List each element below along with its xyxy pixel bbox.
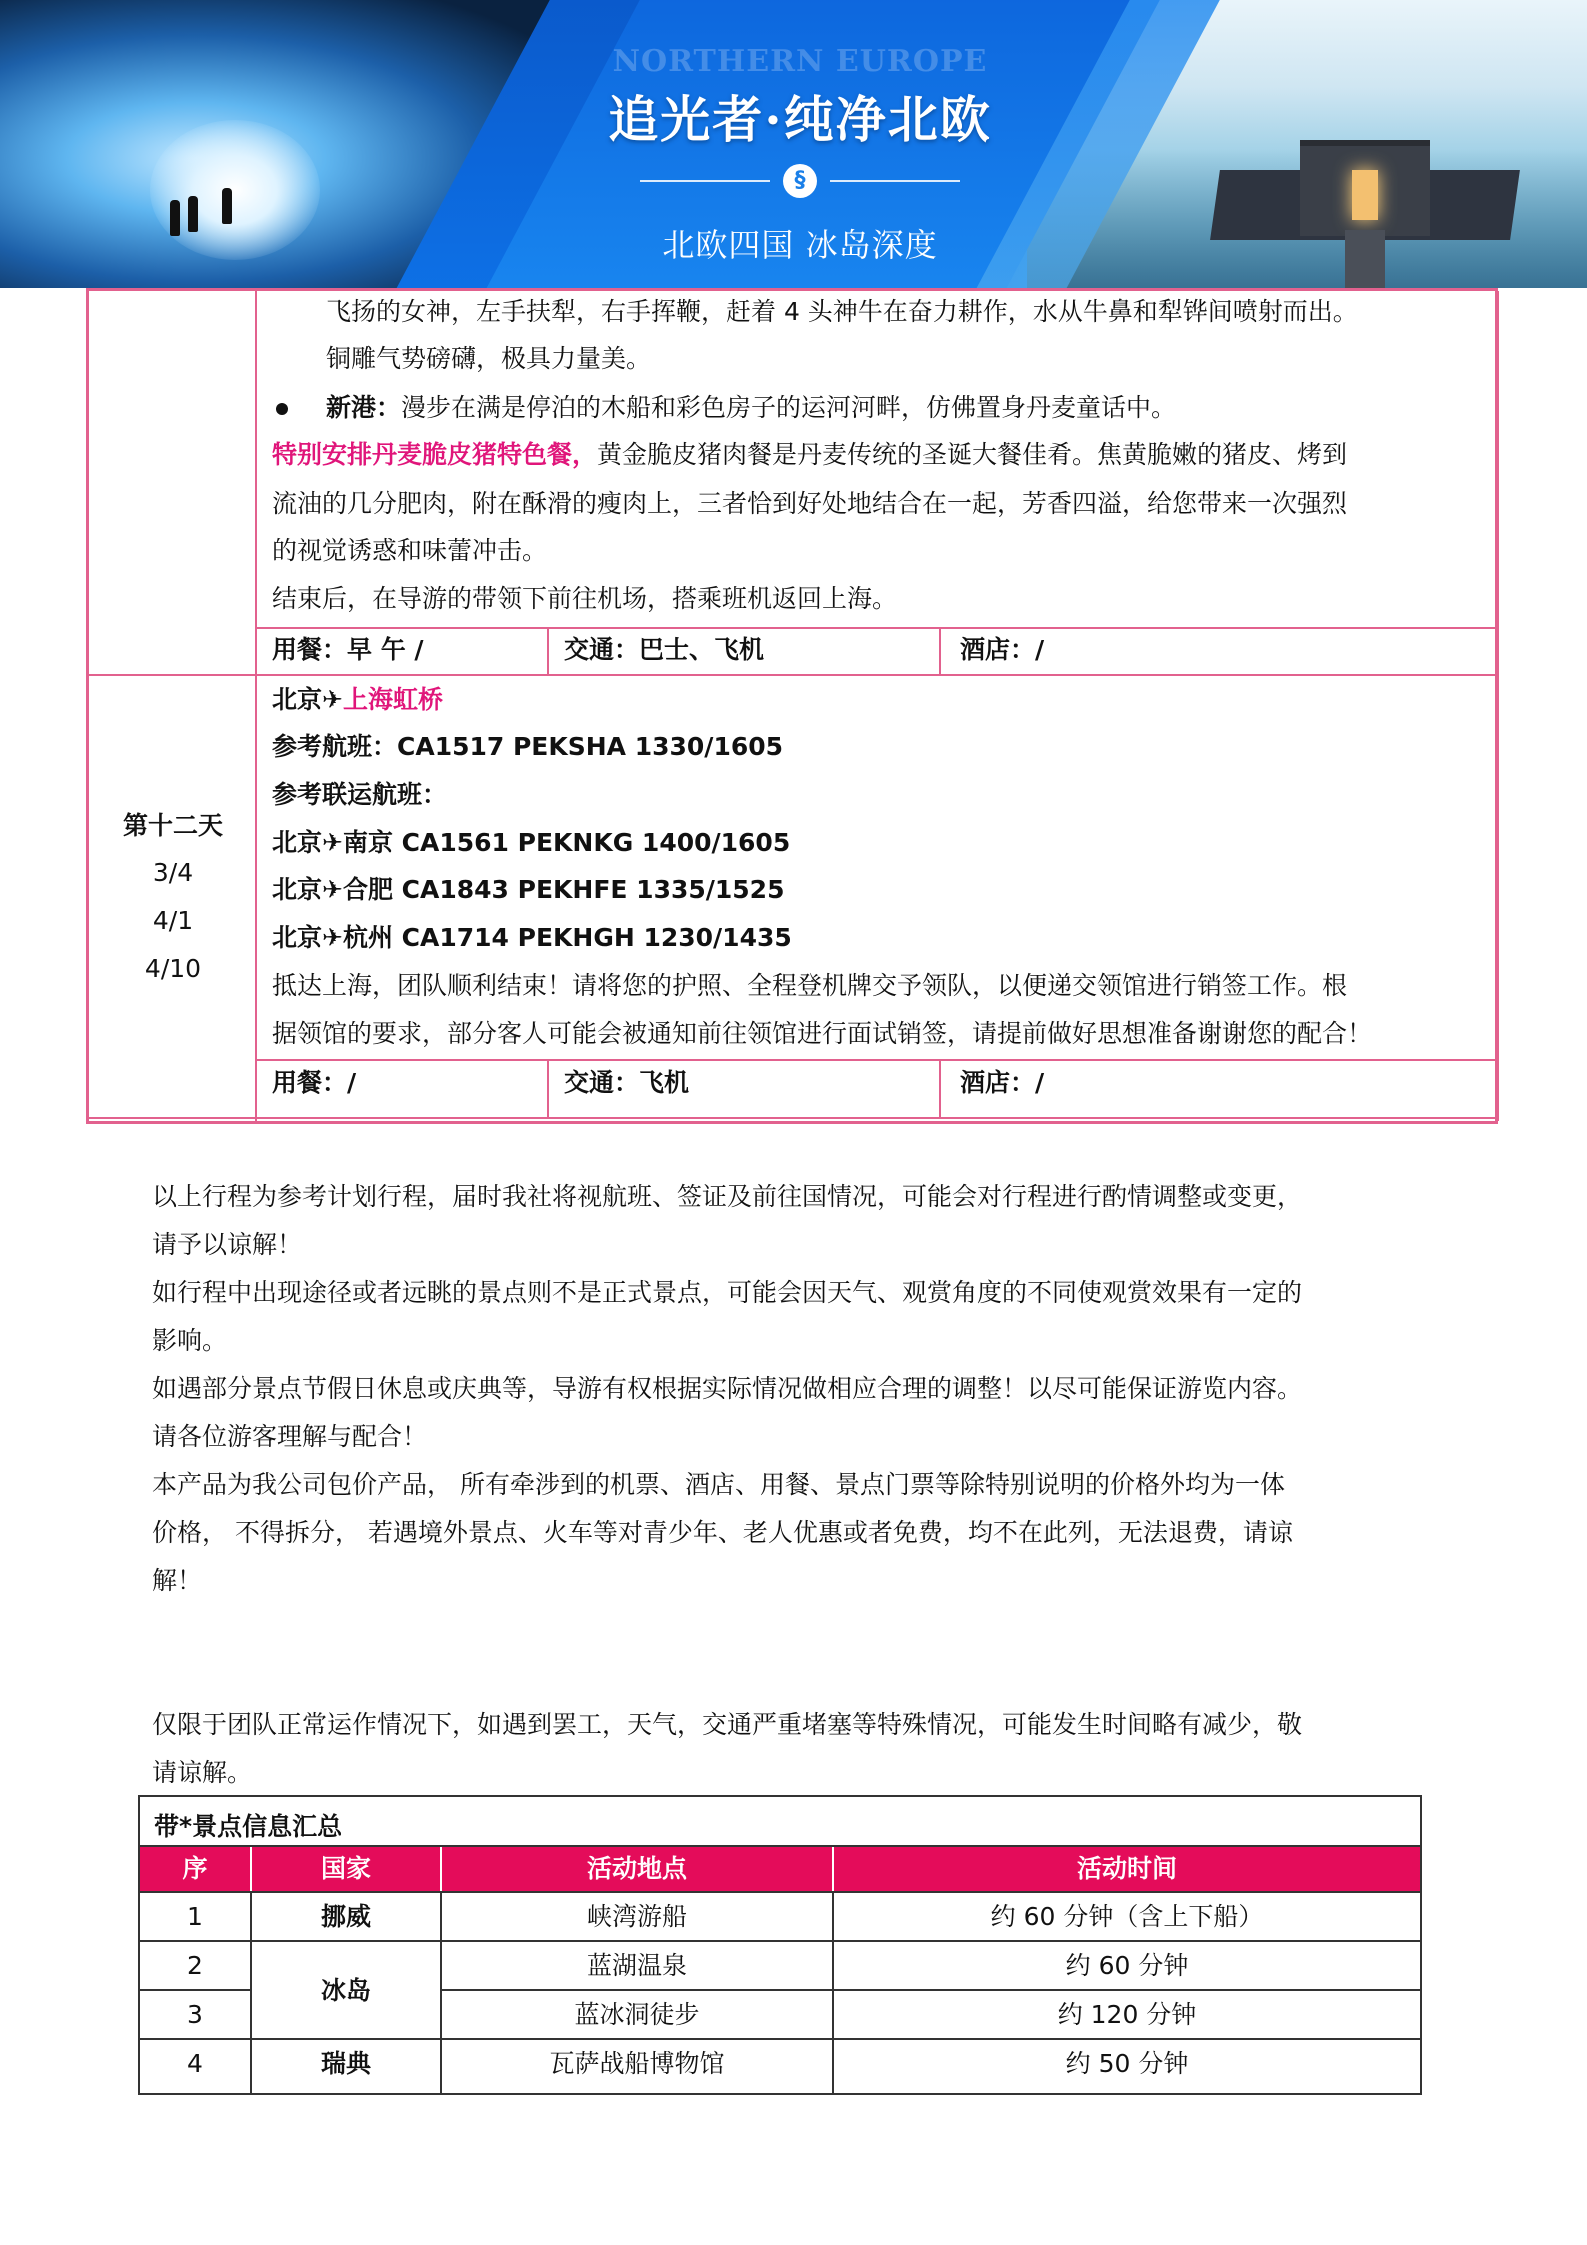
meals-info: 用餐：早 午 /	[272, 635, 424, 664]
banner-title: 追光者·纯净北欧	[608, 90, 992, 149]
table-cell-no: 4	[187, 2049, 203, 2078]
col-divider	[1497, 291, 1499, 1121]
header-place: 活动地点	[586, 1854, 687, 1883]
table-cell-country: 挪威	[320, 1902, 371, 1931]
connect-flight: 北京✈杭州 CA1714 PEKHGH 1230/1435	[272, 923, 792, 952]
day-date: 4/1	[152, 906, 194, 935]
logo-divider-right	[830, 180, 960, 182]
col-divider	[939, 1059, 941, 1117]
banner-title-en: NORTHERN EUROPE	[612, 44, 988, 79]
note-line: 以上行程为参考计划行程，届时我社将视航班、签证及前往国情况，可能会对行程进行酌情调整或变更，	[152, 1182, 1303, 1211]
hiker-figure	[188, 196, 198, 232]
note-line: 请各位游客理解与配合！	[152, 1422, 428, 1451]
table-cell-no: 1	[187, 1902, 203, 1931]
bullet-label: 新港：	[326, 393, 402, 422]
col-divider	[939, 627, 941, 674]
attraction-summary-table	[138, 1795, 1422, 2095]
note-line: 解！	[152, 1566, 203, 1595]
itinerary-special	[272, 440, 1347, 470]
route-from: 北京✈	[272, 685, 343, 714]
lagoon-hut-light	[1352, 170, 1378, 220]
route-to: 上海虹桥	[342, 685, 443, 714]
note-line: 请予以谅解！	[152, 1230, 303, 1259]
special-highlight: 特别安排丹麦脆皮猪特色餐，	[272, 440, 598, 469]
col-divider	[547, 627, 549, 674]
itinerary-text: 结束后，在导游的带领下前往机场，搭乘班机返回上海。	[272, 584, 898, 613]
note-line: 价格， 不得拆分， 若遇境外景点、火车等对青少年、老人优惠或者免费，均不在此列，无法退费，请谅	[152, 1518, 1293, 1547]
day-date: 3/4	[152, 858, 194, 887]
hiker-figure	[222, 188, 232, 224]
logo-divider-left	[640, 180, 770, 182]
itinerary-text: 铜雕气势磅礴，极具力量美。	[326, 344, 652, 373]
transport-info: 交通：飞机	[564, 1068, 690, 1097]
note-line: 请谅解。	[152, 1758, 253, 1787]
table-cell-time: 约 50 分钟	[1065, 2049, 1189, 2078]
header-country: 国家	[320, 1854, 371, 1883]
note-line: 影响。	[152, 1326, 228, 1355]
table-cell-no: 2	[187, 1951, 203, 1980]
itinerary-text: 抵达上海，团队顺利结束！请将您的护照、全程登机牌交予领队，以便递交领馆进行销签工作。根	[272, 971, 1348, 1000]
summary-header-row	[140, 1847, 1420, 1891]
itinerary-text: 据领馆的要求，部分客人可能会被通知前往领馆进行面试销签，请提前做好思想准备谢谢您的配合！	[272, 1019, 1373, 1048]
connect-flight: 北京✈合肥 CA1843 PEKHFE 1335/1525	[272, 875, 785, 904]
itinerary-text: 流油的几分肥肉，附在酥滑的瘦肉上，三者恰到好处地结合在一起，芳香四溢，给您带来一次强烈	[272, 489, 1348, 518]
bullet-icon	[276, 403, 288, 415]
col-divider	[255, 291, 257, 1121]
hotel-info: 酒店：/	[960, 1068, 1045, 1097]
itinerary-text: 飞扬的女神，左手扶犁，右手挥鞭，赶着 4 头神牛在奋力耕作，水从牛鼻和犁铧间喷射而出。	[326, 297, 1358, 326]
note-line: 仅限于团队正常运作情况下，如遇到罢工，天气，交通严重堵塞等特殊情况，可能发生时间略有减少，敬	[152, 1710, 1303, 1739]
banner-subtitle: 北欧四国 冰岛深度	[662, 226, 938, 264]
connect-title: 参考联运航班：	[272, 780, 448, 809]
hotel-info: 酒店：/	[960, 635, 1045, 664]
ice-cave-light	[150, 120, 320, 260]
ref-flight: 参考航班：CA1517 PEKSHA 1330/1605	[272, 732, 784, 761]
day-label: 第十二天	[122, 811, 223, 840]
note-line: 如遇部分景点节假日休息或庆典等，导游有权根据实际情况做相应合理的调整！以尽可能保证游览内容。	[152, 1374, 1303, 1403]
col-divider	[547, 1059, 549, 1117]
row-divider	[255, 627, 1495, 629]
table-cell-no: 3	[187, 2000, 203, 2029]
summary-title: 带*景点信息汇总	[154, 1812, 343, 1841]
table-cell-place: 瓦萨战船博物馆	[549, 2049, 725, 2078]
table-rule	[140, 1845, 1420, 1847]
table-cell-place: 峡湾游船	[586, 1902, 687, 1931]
table-cell-place: 蓝湖温泉	[586, 1951, 687, 1980]
table-cell-country: 冰岛	[320, 1976, 371, 2005]
table-cell-time: 约 60 分钟	[1065, 1951, 1189, 1980]
table-cell-place: 蓝冰洞徒步	[574, 2000, 700, 2029]
header-no: 序	[182, 1854, 208, 1883]
day-date: 4/10	[144, 954, 202, 983]
route-title	[272, 685, 443, 715]
bullet-text: 漫步在满是停泊的木船和彩色房子的运河河畔，仿佛置身丹麦童话中。	[401, 393, 1177, 422]
row-divider	[89, 1117, 1495, 1119]
row-divider	[89, 674, 1495, 676]
note-line: 本产品为我公司包价产品， 所有牵涉到的机票、酒店、用餐、景点门票等除特别说明的价格外均为一体	[152, 1470, 1285, 1499]
connect-flight: 北京✈南京 CA1561 PEKNKG 1400/1605	[272, 828, 791, 857]
hiker-figure	[170, 200, 180, 236]
special-text: 黄金脆皮猪肉餐是丹麦传统的圣诞大餐佳肴。焦黄脆嫩的猪皮、烤到	[597, 440, 1348, 469]
row-divider	[255, 1059, 1495, 1061]
note-line: 如行程中出现途径或者远眺的景点则不是正式景点，可能会因天气、观赏角度的不同使观赏效果有一定的	[152, 1278, 1303, 1307]
lagoon-walkway	[1345, 230, 1385, 288]
itinerary-bullet	[326, 393, 1176, 423]
meals-info: 用餐：/	[272, 1068, 357, 1097]
itinerary-text: 的视觉诱惑和味蕾冲击。	[272, 536, 548, 565]
s-swirl-logo-icon: §	[783, 164, 817, 198]
table-cell-time: 约 120 分钟	[1057, 2000, 1197, 2029]
table-cell-country: 瑞典	[320, 2049, 371, 2078]
transport-info: 交通：巴士、飞机	[564, 635, 765, 664]
header-time: 活动时间	[1076, 1854, 1177, 1883]
table-cell-time: 约 60 分钟（含上下船）	[990, 1902, 1264, 1931]
header-banner	[0, 0, 1587, 288]
